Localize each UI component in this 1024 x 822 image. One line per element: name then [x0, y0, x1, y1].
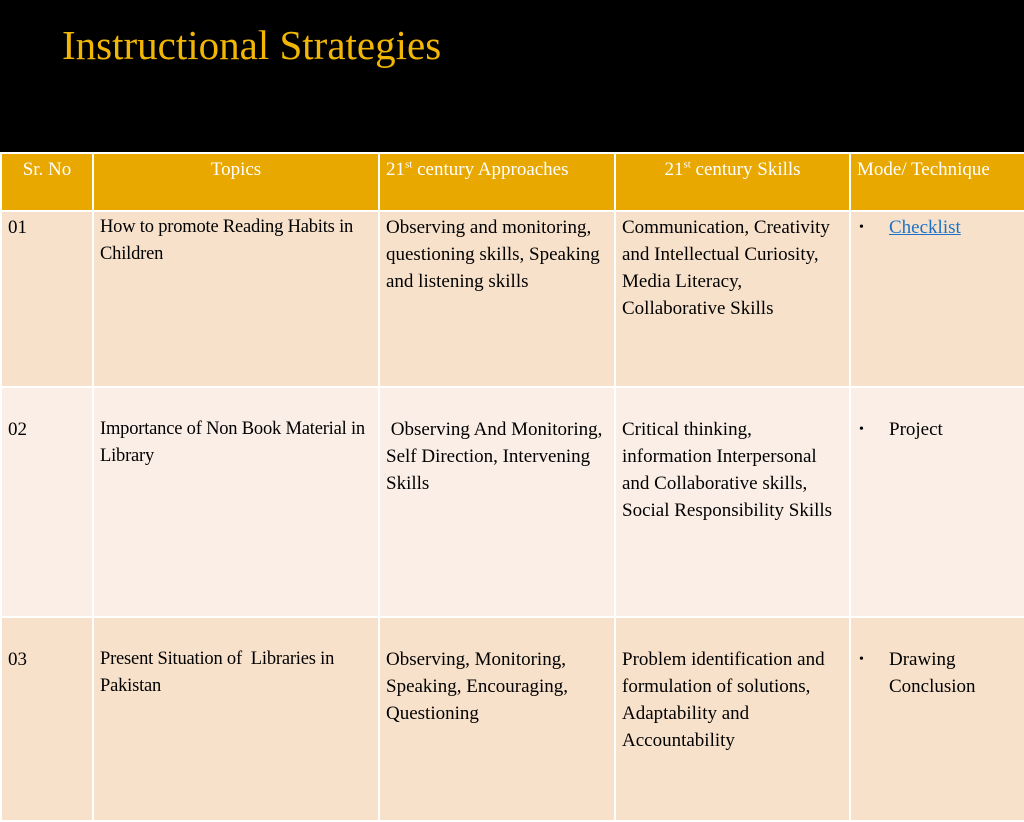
strategies-table: [0, 152, 1024, 822]
mode-list-item: [859, 416, 1018, 443]
mode-list-item: [859, 646, 1018, 700]
slide-title: Instructional Strategies: [62, 22, 442, 68]
table-header-row: [1, 153, 1024, 211]
header-approaches-text: century Approaches: [412, 159, 569, 180]
row-approaches: Observing, Monitoring, Speaking, Encouraging, Questioning: [379, 617, 615, 821]
header-skills-num: 21: [664, 159, 684, 180]
header-skills-text: century Skills: [690, 159, 801, 180]
row-approaches: Observing and monitoring, questioning skills, Speaking and listening skills: [379, 211, 615, 387]
mode-list: [857, 214, 1018, 241]
row-topic: Present Situation of Libraries in Pakistan: [93, 617, 379, 821]
header-approaches-sup: st: [405, 158, 413, 171]
bullet-icon: •: [859, 652, 864, 667]
checklist-link[interactable]: Checklist: [889, 217, 961, 238]
row-skills: Communication, Creativity and Intellectual Curiosity, Media Literacy, Collaborative Skills: [615, 211, 850, 387]
table-row: [1, 211, 1024, 387]
row-approaches: Observing And Monitoring, Self Direction, Intervening Skills: [379, 387, 615, 617]
row-number: 03: [1, 617, 93, 821]
row-number: 02: [1, 387, 93, 617]
header-approaches-num: 21: [386, 159, 405, 180]
row-topic: Importance of Non Book Material in Library: [93, 387, 379, 617]
mode-list: [857, 416, 1018, 443]
header-skills: [615, 153, 850, 211]
row-skills: Critical thinking, information Interpersonal and Collaborative skills, Social Responsibility Skills: [615, 387, 850, 617]
header-sr-no: Sr. No: [1, 153, 93, 211]
header-approaches: [379, 153, 615, 211]
mode-label: Project: [889, 419, 943, 440]
mode-label: Drawing Conclusion: [889, 649, 976, 697]
row-mode: [850, 387, 1024, 617]
header-topics: Topics: [93, 153, 379, 211]
mode-list-item: [859, 214, 1018, 241]
mode-list: [857, 646, 1018, 700]
row-number: 01: [1, 211, 93, 387]
table-row: [1, 387, 1024, 617]
table-row: [1, 617, 1024, 821]
row-skills: Problem identification and formulation of solutions, Adaptability and Accountability: [615, 617, 850, 821]
header-skills-sup: st: [683, 158, 691, 171]
row-mode: [850, 211, 1024, 387]
row-mode: [850, 617, 1024, 821]
bullet-icon: •: [859, 220, 864, 235]
row-topic: How to promote Reading Habits in Children: [93, 211, 379, 387]
header-mode: Mode/ Technique: [850, 153, 1024, 211]
bullet-icon: •: [859, 422, 864, 437]
